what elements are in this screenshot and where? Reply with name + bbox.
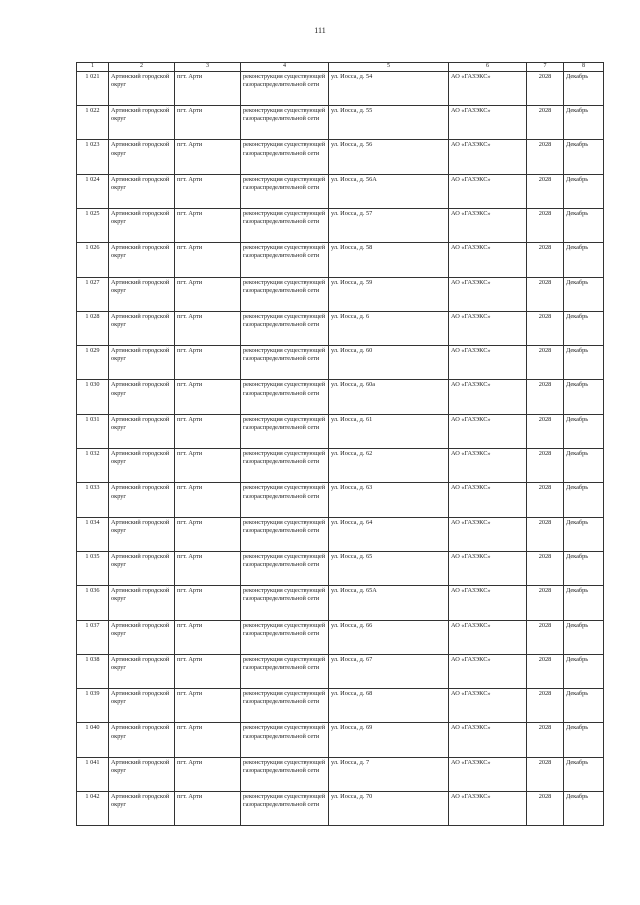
cell-work-type: реконструкция существующей газораспределительной сети bbox=[241, 140, 329, 174]
cell-row-number: 1 034 bbox=[77, 517, 109, 551]
table-row bbox=[77, 346, 604, 380]
cell-address: ул. Иосса, д. 62 bbox=[329, 449, 449, 483]
cell-address: ул. Иосса, д. 60а bbox=[329, 380, 449, 414]
cell-month: Декабрь bbox=[564, 792, 604, 826]
cell-month: Декабрь bbox=[564, 140, 604, 174]
table-row bbox=[77, 174, 604, 208]
cell-municipality: Артинский городской округ bbox=[109, 654, 175, 688]
cell-organization: АО «ГАЗЭКС» bbox=[449, 174, 527, 208]
page-number: 111 bbox=[314, 26, 326, 35]
cell-address: ул. Иосса, д. 55 bbox=[329, 106, 449, 140]
table-row bbox=[77, 620, 604, 654]
cell-year: 2028 bbox=[527, 140, 564, 174]
table-row bbox=[77, 483, 604, 517]
cell-month: Декабрь bbox=[564, 551, 604, 585]
cell-year: 2028 bbox=[527, 311, 564, 345]
cell-month: Декабрь bbox=[564, 620, 604, 654]
cell-municipality: Артинский городской округ bbox=[109, 757, 175, 791]
cell-work-type: реконструкция существующей газораспределительной сети bbox=[241, 106, 329, 140]
cell-settlement: пгт. Арти bbox=[175, 586, 241, 620]
cell-month: Декабрь bbox=[564, 449, 604, 483]
table-row bbox=[77, 586, 604, 620]
cell-organization: АО «ГАЗЭКС» bbox=[449, 106, 527, 140]
cell-year: 2028 bbox=[527, 620, 564, 654]
cell-settlement: пгт. Арти bbox=[175, 71, 241, 105]
cell-year: 2028 bbox=[527, 243, 564, 277]
cell-municipality: Артинский городской округ bbox=[109, 586, 175, 620]
cell-settlement: пгт. Арти bbox=[175, 346, 241, 380]
cell-address: ул. Иосса, д. 63 bbox=[329, 483, 449, 517]
cell-row-number: 1 025 bbox=[77, 208, 109, 242]
cell-row-number: 1 042 bbox=[77, 792, 109, 826]
cell-work-type: реконструкция существующей газораспределительной сети bbox=[241, 792, 329, 826]
cell-year: 2028 bbox=[527, 757, 564, 791]
cell-month: Декабрь bbox=[564, 689, 604, 723]
cell-address: ул. Иосса, д. 67 bbox=[329, 654, 449, 688]
cell-settlement: пгт. Арти bbox=[175, 689, 241, 723]
table-body bbox=[77, 71, 604, 826]
cell-row-number: 1 023 bbox=[77, 140, 109, 174]
table-row bbox=[77, 792, 604, 826]
cell-settlement: пгт. Арти bbox=[175, 517, 241, 551]
cell-municipality: Артинский городской округ bbox=[109, 689, 175, 723]
cell-work-type: реконструкция существующей газораспределительной сети bbox=[241, 380, 329, 414]
cell-row-number: 1 029 bbox=[77, 346, 109, 380]
table-row bbox=[77, 106, 604, 140]
cell-row-number: 1 022 bbox=[77, 106, 109, 140]
cell-work-type: реконструкция существующей газораспределительной сети bbox=[241, 483, 329, 517]
cell-month: Декабрь bbox=[564, 106, 604, 140]
cell-address: ул. Иосса, д. 57 bbox=[329, 208, 449, 242]
cell-settlement: пгт. Арти bbox=[175, 792, 241, 826]
cell-municipality: Артинский городской округ bbox=[109, 277, 175, 311]
cell-month: Декабрь bbox=[564, 483, 604, 517]
cell-municipality: Артинский городской округ bbox=[109, 311, 175, 345]
cell-organization: АО «ГАЗЭКС» bbox=[449, 208, 527, 242]
cell-organization: АО «ГАЗЭКС» bbox=[449, 346, 527, 380]
cell-work-type: реконструкция существующей газораспределительной сети bbox=[241, 277, 329, 311]
cell-month: Декабрь bbox=[564, 380, 604, 414]
cell-year: 2028 bbox=[527, 174, 564, 208]
cell-work-type: реконструкция существующей газораспределительной сети bbox=[241, 517, 329, 551]
cell-municipality: Артинский городской округ bbox=[109, 346, 175, 380]
cell-month: Декабрь bbox=[564, 654, 604, 688]
cell-month: Декабрь bbox=[564, 414, 604, 448]
table-row bbox=[77, 723, 604, 757]
cell-year: 2028 bbox=[527, 551, 564, 585]
table-row bbox=[77, 277, 604, 311]
cell-municipality: Артинский городской округ bbox=[109, 106, 175, 140]
cell-row-number: 1 035 bbox=[77, 551, 109, 585]
cell-month: Декабрь bbox=[564, 71, 604, 105]
cell-month: Декабрь bbox=[564, 174, 604, 208]
cell-organization: АО «ГАЗЭКС» bbox=[449, 689, 527, 723]
table-row bbox=[77, 414, 604, 448]
cell-municipality: Артинский городской округ bbox=[109, 723, 175, 757]
cell-municipality: Артинский городской округ bbox=[109, 792, 175, 826]
cell-organization: АО «ГАЗЭКС» bbox=[449, 586, 527, 620]
cell-address: ул. Иосса, д. 61 bbox=[329, 414, 449, 448]
cell-organization: АО «ГАЗЭКС» bbox=[449, 620, 527, 654]
cell-row-number: 1 040 bbox=[77, 723, 109, 757]
cell-work-type: реконструкция существующей газораспределительной сети bbox=[241, 586, 329, 620]
cell-organization: АО «ГАЗЭКС» bbox=[449, 140, 527, 174]
table-row bbox=[77, 208, 604, 242]
cell-year: 2028 bbox=[527, 208, 564, 242]
cell-organization: АО «ГАЗЭКС» bbox=[449, 483, 527, 517]
cell-organization: АО «ГАЗЭКС» bbox=[449, 792, 527, 826]
cell-settlement: пгт. Арти bbox=[175, 654, 241, 688]
cell-work-type: реконструкция существующей газораспределительной сети bbox=[241, 551, 329, 585]
cell-work-type: реконструкция существующей газораспределительной сети bbox=[241, 71, 329, 105]
cell-municipality: Артинский городской округ bbox=[109, 243, 175, 277]
cell-settlement: пгт. Арти bbox=[175, 243, 241, 277]
cell-year: 2028 bbox=[527, 689, 564, 723]
table-header bbox=[77, 63, 604, 72]
cell-organization: АО «ГАЗЭКС» bbox=[449, 243, 527, 277]
cell-work-type: реконструкция существующей газораспределительной сети bbox=[241, 449, 329, 483]
cell-month: Декабрь bbox=[564, 346, 604, 380]
table-row bbox=[77, 243, 604, 277]
cell-organization: АО «ГАЗЭКС» bbox=[449, 414, 527, 448]
cell-municipality: Артинский городской округ bbox=[109, 620, 175, 654]
cell-settlement: пгт. Арти bbox=[175, 208, 241, 242]
table-row bbox=[77, 757, 604, 791]
header-col-8: 8 bbox=[564, 63, 604, 72]
cell-work-type: реконструкция существующей газораспределительной сети bbox=[241, 208, 329, 242]
cell-address: ул. Иосса, д. 64 bbox=[329, 517, 449, 551]
cell-work-type: реконструкция существующей газораспределительной сети bbox=[241, 620, 329, 654]
cell-settlement: пгт. Арти bbox=[175, 106, 241, 140]
cell-settlement: пгт. Арти bbox=[175, 620, 241, 654]
cell-municipality: Артинский городской округ bbox=[109, 449, 175, 483]
cell-row-number: 1 024 bbox=[77, 174, 109, 208]
cell-address: ул. Иосса, д. 54 bbox=[329, 71, 449, 105]
cell-row-number: 1 028 bbox=[77, 311, 109, 345]
cell-year: 2028 bbox=[527, 449, 564, 483]
cell-municipality: Артинский городской округ bbox=[109, 71, 175, 105]
table-row bbox=[77, 71, 604, 105]
cell-year: 2028 bbox=[527, 346, 564, 380]
cell-row-number: 1 030 bbox=[77, 380, 109, 414]
cell-year: 2028 bbox=[527, 483, 564, 517]
cell-row-number: 1 038 bbox=[77, 654, 109, 688]
cell-work-type: реконструкция существующей газораспределительной сети bbox=[241, 346, 329, 380]
cell-address: ул. Иосса, д. 65 bbox=[329, 551, 449, 585]
cell-municipality: Артинский городской округ bbox=[109, 174, 175, 208]
cell-organization: АО «ГАЗЭКС» bbox=[449, 380, 527, 414]
cell-row-number: 1 036 bbox=[77, 586, 109, 620]
cell-month: Декабрь bbox=[564, 723, 604, 757]
cell-settlement: пгт. Арти bbox=[175, 174, 241, 208]
cell-settlement: пгт. Арти bbox=[175, 414, 241, 448]
cell-work-type: реконструкция существующей газораспределительной сети bbox=[241, 174, 329, 208]
cell-row-number: 1 032 bbox=[77, 449, 109, 483]
cell-municipality: Артинский городской округ bbox=[109, 414, 175, 448]
table-row bbox=[77, 551, 604, 585]
cell-month: Декабрь bbox=[564, 517, 604, 551]
cell-settlement: пгт. Арти bbox=[175, 723, 241, 757]
cell-settlement: пгт. Арти bbox=[175, 757, 241, 791]
header-col-1: 1 bbox=[77, 63, 109, 72]
cell-address: ул. Иосса, д. 65А bbox=[329, 586, 449, 620]
cell-municipality: Артинский городской округ bbox=[109, 140, 175, 174]
cell-address: ул. Иосса, д. 59 bbox=[329, 277, 449, 311]
cell-address: ул. Иосса, д. 56А bbox=[329, 174, 449, 208]
header-col-6: 6 bbox=[449, 63, 527, 72]
cell-address: ул. Иосса, д. 70 bbox=[329, 792, 449, 826]
cell-row-number: 1 031 bbox=[77, 414, 109, 448]
cell-year: 2028 bbox=[527, 654, 564, 688]
cell-settlement: пгт. Арти bbox=[175, 311, 241, 345]
cell-month: Декабрь bbox=[564, 243, 604, 277]
cell-settlement: пгт. Арти bbox=[175, 380, 241, 414]
cell-municipality: Артинский городской округ bbox=[109, 208, 175, 242]
cell-address: ул. Иосса, д. 7 bbox=[329, 757, 449, 791]
cell-work-type: реконструкция существующей газораспределительной сети bbox=[241, 414, 329, 448]
table-row bbox=[77, 449, 604, 483]
cell-year: 2028 bbox=[527, 380, 564, 414]
cell-municipality: Артинский городской округ bbox=[109, 380, 175, 414]
cell-row-number: 1 037 bbox=[77, 620, 109, 654]
cell-municipality: Артинский городской округ bbox=[109, 517, 175, 551]
cell-month: Декабрь bbox=[564, 757, 604, 791]
cell-year: 2028 bbox=[527, 586, 564, 620]
cell-year: 2028 bbox=[527, 517, 564, 551]
table-row bbox=[77, 689, 604, 723]
cell-organization: АО «ГАЗЭКС» bbox=[449, 71, 527, 105]
cell-settlement: пгт. Арти bbox=[175, 277, 241, 311]
header-col-5: 5 bbox=[329, 63, 449, 72]
cell-row-number: 1 041 bbox=[77, 757, 109, 791]
cell-work-type: реконструкция существующей газораспределительной сети bbox=[241, 723, 329, 757]
cell-year: 2028 bbox=[527, 723, 564, 757]
cell-row-number: 1 033 bbox=[77, 483, 109, 517]
cell-address: ул. Иосса, д. 58 bbox=[329, 243, 449, 277]
cell-work-type: реконструкция существующей газораспределительной сети bbox=[241, 311, 329, 345]
table-row bbox=[77, 311, 604, 345]
header-col-4: 4 bbox=[241, 63, 329, 72]
table-row bbox=[77, 517, 604, 551]
cell-work-type: реконструкция существующей газораспределительной сети bbox=[241, 757, 329, 791]
table-row bbox=[77, 654, 604, 688]
cell-organization: АО «ГАЗЭКС» bbox=[449, 723, 527, 757]
cell-address: ул. Иосса, д. 56 bbox=[329, 140, 449, 174]
header-col-2: 2 bbox=[109, 63, 175, 72]
cell-settlement: пгт. Арти bbox=[175, 140, 241, 174]
cell-address: ул. Иосса, д. 60 bbox=[329, 346, 449, 380]
cell-organization: АО «ГАЗЭКС» bbox=[449, 757, 527, 791]
cell-work-type: реконструкция существующей газораспределительной сети bbox=[241, 654, 329, 688]
cell-settlement: пгт. Арти bbox=[175, 449, 241, 483]
table-row bbox=[77, 140, 604, 174]
cell-settlement: пгт. Арти bbox=[175, 483, 241, 517]
cell-organization: АО «ГАЗЭКС» bbox=[449, 449, 527, 483]
header-row bbox=[77, 63, 604, 72]
cell-row-number: 1 021 bbox=[77, 71, 109, 105]
cell-year: 2028 bbox=[527, 106, 564, 140]
header-col-7: 7 bbox=[527, 63, 564, 72]
cell-row-number: 1 039 bbox=[77, 689, 109, 723]
cell-year: 2028 bbox=[527, 71, 564, 105]
cell-work-type: реконструкция существующей газораспределительной сети bbox=[241, 243, 329, 277]
cell-organization: АО «ГАЗЭКС» bbox=[449, 311, 527, 345]
cell-work-type: реконструкция существующей газораспределительной сети bbox=[241, 689, 329, 723]
cell-settlement: пгт. Арти bbox=[175, 551, 241, 585]
cell-row-number: 1 026 bbox=[77, 243, 109, 277]
cell-month: Декабрь bbox=[564, 311, 604, 345]
cell-municipality: Артинский городской округ bbox=[109, 551, 175, 585]
cell-organization: АО «ГАЗЭКС» bbox=[449, 654, 527, 688]
table-row bbox=[77, 380, 604, 414]
cell-year: 2028 bbox=[527, 414, 564, 448]
cell-organization: АО «ГАЗЭКС» bbox=[449, 551, 527, 585]
gas-network-table bbox=[76, 62, 604, 826]
cell-address: ул. Иосса, д. 6 bbox=[329, 311, 449, 345]
cell-month: Декабрь bbox=[564, 208, 604, 242]
cell-address: ул. Иосса, д. 69 bbox=[329, 723, 449, 757]
header-col-3: 3 bbox=[175, 63, 241, 72]
cell-address: ул. Иосса, д. 66 bbox=[329, 620, 449, 654]
cell-address: ул. Иосса, д. 68 bbox=[329, 689, 449, 723]
cell-organization: АО «ГАЗЭКС» bbox=[449, 517, 527, 551]
cell-year: 2028 bbox=[527, 792, 564, 826]
cell-organization: АО «ГАЗЭКС» bbox=[449, 277, 527, 311]
cell-year: 2028 bbox=[527, 277, 564, 311]
cell-month: Декабрь bbox=[564, 586, 604, 620]
cell-month: Декабрь bbox=[564, 277, 604, 311]
cell-municipality: Артинский городской округ bbox=[109, 483, 175, 517]
cell-row-number: 1 027 bbox=[77, 277, 109, 311]
